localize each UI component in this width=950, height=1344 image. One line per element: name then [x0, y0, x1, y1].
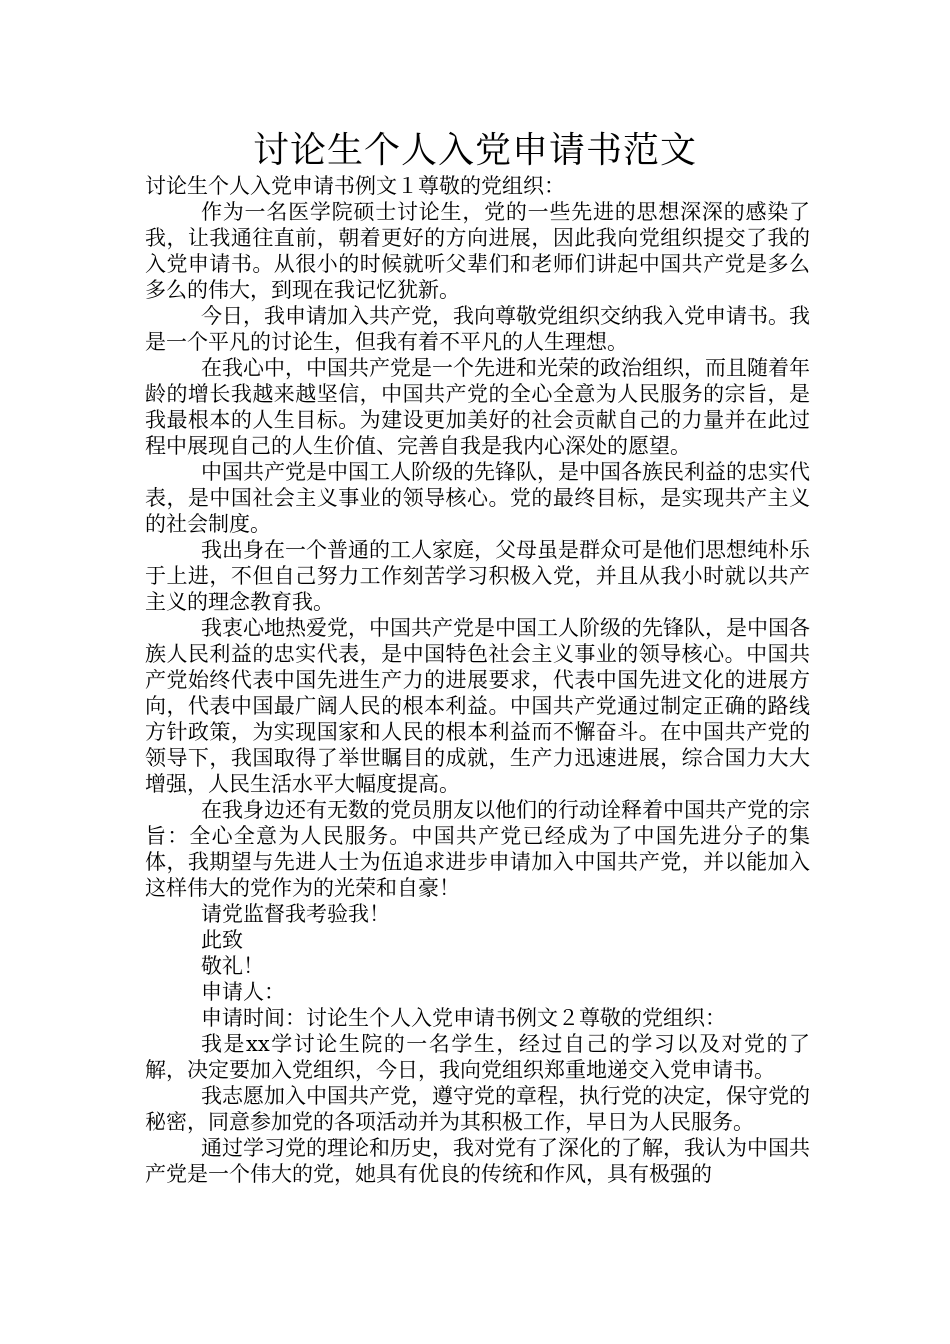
paragraph-10: 通过学习党的理论和历史，我对党有了深化的了解，我认为中国共产党是一个伟大的党，她具有优良的传统和作风，具有极强的 — [145, 1136, 810, 1186]
paragraph-5: 我出身在一个普通的工人家庭，父母虽是群众可是他们思想纯朴乐于上进，不但自己努力工作刻苦学习积极入党，并且从我小时就以共产主义的理念教育我。 — [145, 538, 810, 614]
paragraph-2: 今日，我申请加入共产党，我向尊敬党组织交纳我入党申请书。我是一个平凡的讨论生，但我有着不平凡的人生理想。 — [145, 304, 810, 354]
document-title: 讨论生个人入党申请书范文 — [252, 130, 697, 171]
paragraph-7: 在我身边还有无数的党员朋友以他们的行动诠释着中国共产党的宗旨：全心全意为人民服务。中国共产党已经成为了中国先进分子的集体，我期望与先进人士为伍追求进步申请加入中国共产党，并以能加入这样伟大的党作为的光荣和自豪！ — [145, 798, 810, 900]
paragraph-4: 中国共产党是中国工人阶级的先锋队，是中国各族民利益的忠实代表，是中国社会主义事业的领导核心。党的最终目标，是实现共产主义的社会制度。 — [145, 460, 810, 536]
paragraph-3: 在我心中，中国共产党是一个先进和光荣的政治组织，而且随着年龄的增长我越来越坚信，中国共产党的全心全意为人民服务的宗旨，是我最根本的人生目标。为建设更加美好的社会贡献自己的力量并在此过程中展现自己的人生价值、完善自我是我内心深处的愿望。 — [145, 356, 810, 458]
paragraph-1: 作为一名医学院硕士讨论生，党的一些先进的思想深深的感染了我，让我通往直前，朝着更好的方向进展，因此我向党组织提交了我的入党申请书。从很小的时候就听父辈们和老师们讲起中国共产党是多么多么的伟大，到现在我记忆犹新。 — [145, 200, 810, 302]
applicant-line: 申请人： — [201, 980, 285, 1004]
document-body — [145, 173, 810, 1187]
jing-li-line: 敬礼！ — [201, 954, 264, 978]
paragraph-6: 我衷心地热爱党，中国共产党是中国工人阶级的先锋队，是中国各族人民利益的忠实代表，是中国特色社会主义事业的领导核心。中国共产党始终代表中国先进生产力的进展要求，代表中国先进文化的进展方向，代表中国最广阔人民的根本利益。中国共产党通过制定正确的路线方针政策，为实现国家和人民的根本利益而不懈奋斗。在中国共产党的领导下，我国取得了举世瞩目的成就，生产力迅速进展，综合国力大大增强，人民生活水平大幅度提高。 — [145, 616, 810, 796]
date-line: 申请时间：讨论生个人入党申请书例文２尊敬的党组织： — [201, 1006, 726, 1030]
supervise-line: 请党监督我考验我！ — [201, 902, 390, 926]
paragraph-9: 我志愿加入中国共产党，遵守党的章程，执行党的决定，保守党的秘密，同意参加党的各项活动并为其积极工作，早日为人民服务。 — [145, 1084, 810, 1134]
ci-zhi-line: 此致 — [201, 928, 243, 952]
intro-line: 讨论生个人入党申请书例文１尊敬的党组织： — [145, 174, 565, 198]
paragraph-8: 我是xx学讨论生院的一名学生，经过自己的学习以及对党的了解，决定要加入党组织，今日，我向党组织郑重地递交入党申请书。 — [145, 1032, 810, 1082]
